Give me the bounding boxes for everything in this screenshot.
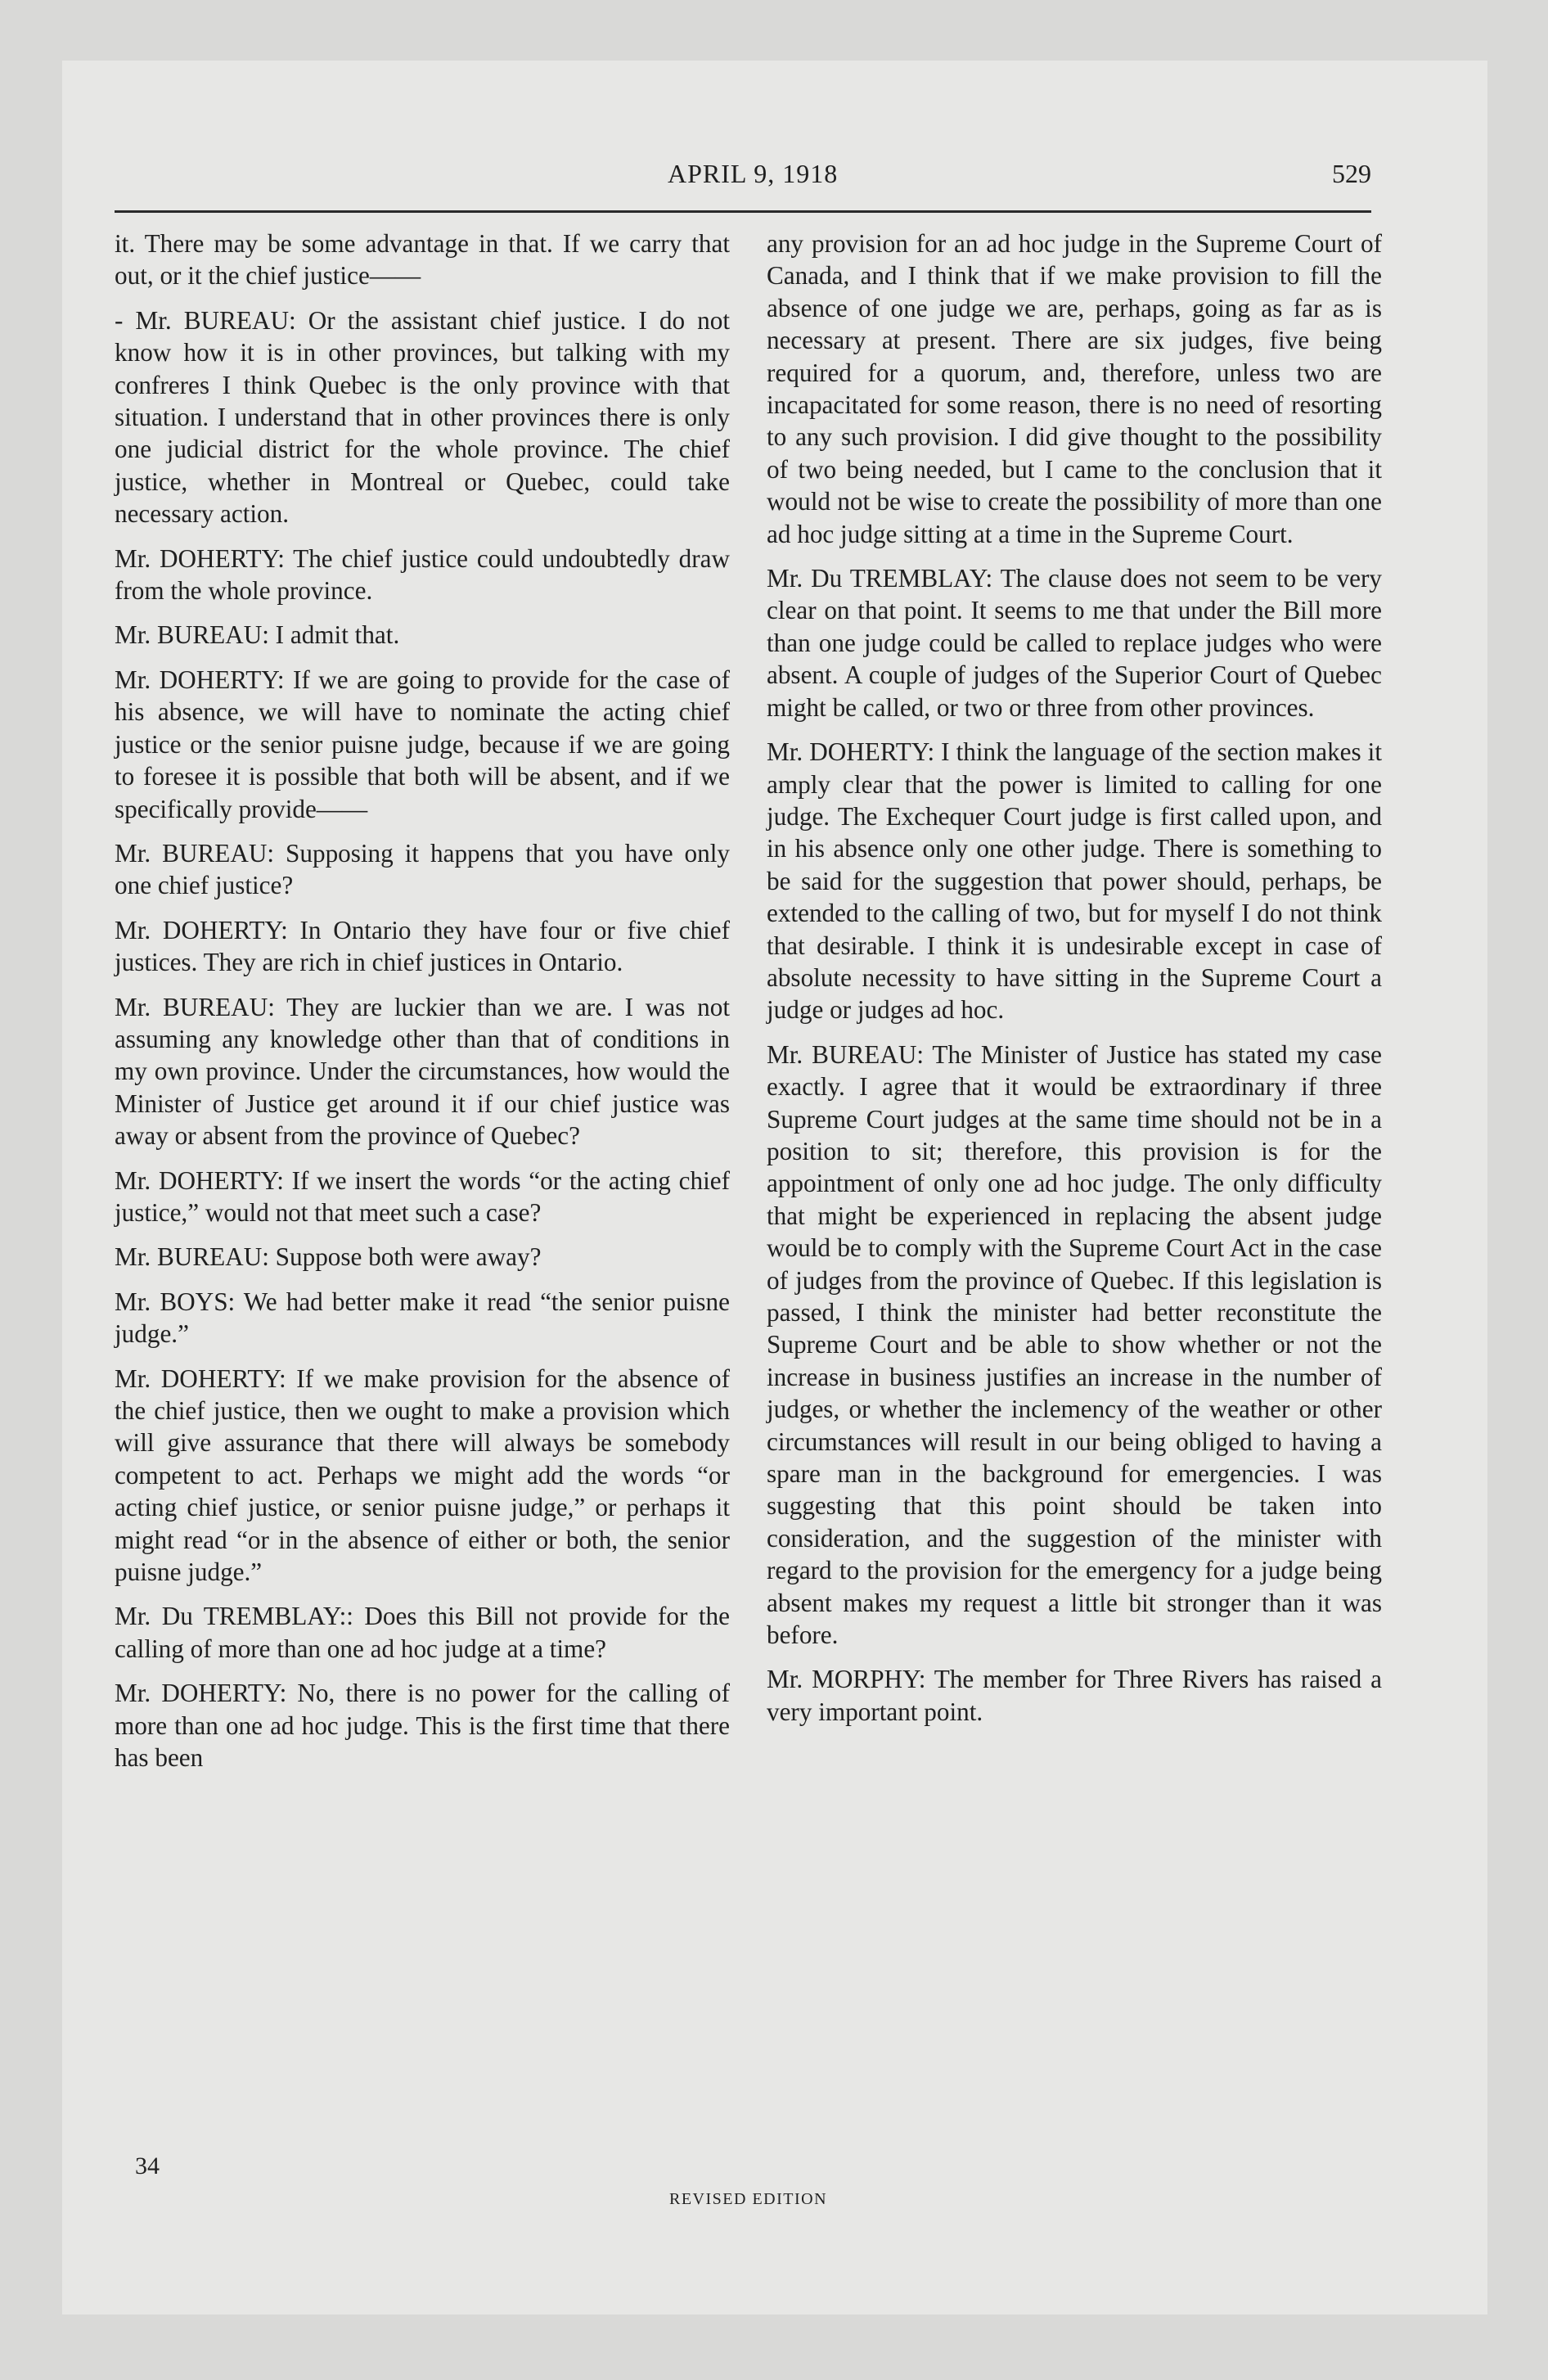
signature-mark: 34: [135, 2152, 160, 2179]
page-number: 529: [1332, 159, 1371, 188]
right-column: [767, 228, 1382, 1740]
running-header: [115, 95, 1371, 188]
paragraph: Mr. BUREAU: The Minister of Justice has stated my case exactly. I agree that it would be extraordinary if three Supreme Court judges at the same time should not be in a position to sit; therefore, this provision is for the appointment of only one ad hoc judge. The only difficulty that might be experienced in replacing the absent judge would be to comply with the Supreme Court Act in the case of judges from the province of Quebec. If this legislation is passed, I think the minister had better reconstitute the Supreme Court and be able to show whether or not the increase in business justifies an increase in the number of judges, or whether the inclemency of the weather or other circumstances will result in our being obliged to having a spare man in the background for emergencies. I was suggesting that this point should be taken into consideration, and the suggestion of the minister with regard to the provision for the emergency for a judge being absent makes my request a little bit stronger than it was before.: [767, 1039, 1382, 1650]
paragraph: - Mr. BUREAU: Or the assistant chief justice. I do not know how it is in other provinces, but talking with my confreres I think Quebec is the only province with that situation. I understand that in other provinces there is only one judicial district for the whole province. The chief justice, whether in Montreal or Quebec, could take necessary action.: [115, 305, 730, 529]
paragraph: Mr. BUREAU: I admit that.: [115, 620, 400, 650]
paragraph: Mr. DOHERTY: The chief justice could undoubtedly draw from the whole province.: [115, 543, 730, 606]
paragraph: Mr. MORPHY: The member for Three Rivers has raised a very important point.: [767, 1665, 1382, 1726]
paragraph: Mr. BUREAU: They are luckier than we are. I was not assuming any knowledge other than that of conditions in my own province. Under the circumstances, how would the Minister of Justice get around it if our chief justice was away or absent from the province of Quebec?: [115, 992, 730, 1151]
paragraph: any provision for an ad hoc judge in the Supreme Court of Canada, and I think that if we make provision to fill the absence of one judge we are, perhaps, going as far as is necessary at present. There are six judges, five being required for a quorum, and, therefore, unless two are incapacitated for some reason, there is no need of resorting to any such provision. I did give thought to the possibility of two being needed, but I came to the conclusion that it would not be wise to create the possibility of more than one ad hoc judge sitting at a time in the Supreme Court.: [767, 229, 1382, 548]
paragraph: Mr. Du TREMBLAY: The clause does not seem to be very clear on that point. It seems to me that under the Bill more than one judge could be called to replace judges who were absent. A couple of judges of the Superior Court of Quebec might be called, or two or three from other provinces.: [767, 564, 1382, 722]
left-column: [115, 228, 730, 1786]
paragraph: Mr. DOHERTY: If we insert the words “or the acting chief justice,” would not that meet such a case?: [115, 1165, 730, 1227]
paragraph: Mr. DOHERTY: In Ontario they have four or five chief justices. They are rich in chief justices in Ontario.: [115, 915, 730, 977]
footer-edition: REVISED EDITION: [669, 2190, 828, 2208]
paragraph: Mr. DOHERTY: If we make provision for the absence of the chief justice, then we ought to make a provision which will give assurance that there will always be somebody competent to act. Perhaps we might add the words “or acting chief justice, or senior puisne judge,” or perhaps it might read “or in the absence of either or both, the senior puisne judge.”: [115, 1364, 730, 1587]
paragraph: Mr. BOYS: We had better make it read “the senior puisne judge.”: [115, 1287, 730, 1349]
paragraph: Mr. DOHERTY: No, there is no power for the calling of more than one ad hoc judge. This is the first time that there has been: [115, 1679, 730, 1773]
paragraph: it. There may be some advantage in that. If we carry that out, or it the chief justice——: [115, 229, 730, 291]
paragraph: Mr. DOHERTY: If we are going to provide for the case of his absence, we will have to nominate the acting chief justice or the senior puisne judge, because if we are going to foresee it is possible that both will be absent, and if we specifically provide——: [115, 665, 730, 823]
header-rule: [115, 210, 1371, 213]
header-date: APRIL 9, 1918: [668, 159, 839, 188]
paragraph: Mr. BUREAU: Suppose both were away?: [115, 1242, 542, 1272]
paragraph: Mr. BUREAU: Supposing it happens that you have only one chief justice?: [115, 838, 730, 900]
paragraph: Mr. Du TREMBLAY:: Does this Bill not provide for the calling of more than one ad hoc judge at a time?: [115, 1602, 730, 1663]
paragraph: Mr. DOHERTY: I think the language of the section makes it amply clear that the power is limited to calling for one judge. The Exchequer Court judge is first called upon, and in his absence only one other judge. There is something to be said for the suggestion that power should, perhaps, be extended to the calling of two, but for myself I do not think that desirable. I think it is undesirable except in case of absolute necessity to have sitting in the Supreme Court a judge or judges ad hoc.: [767, 737, 1382, 1025]
